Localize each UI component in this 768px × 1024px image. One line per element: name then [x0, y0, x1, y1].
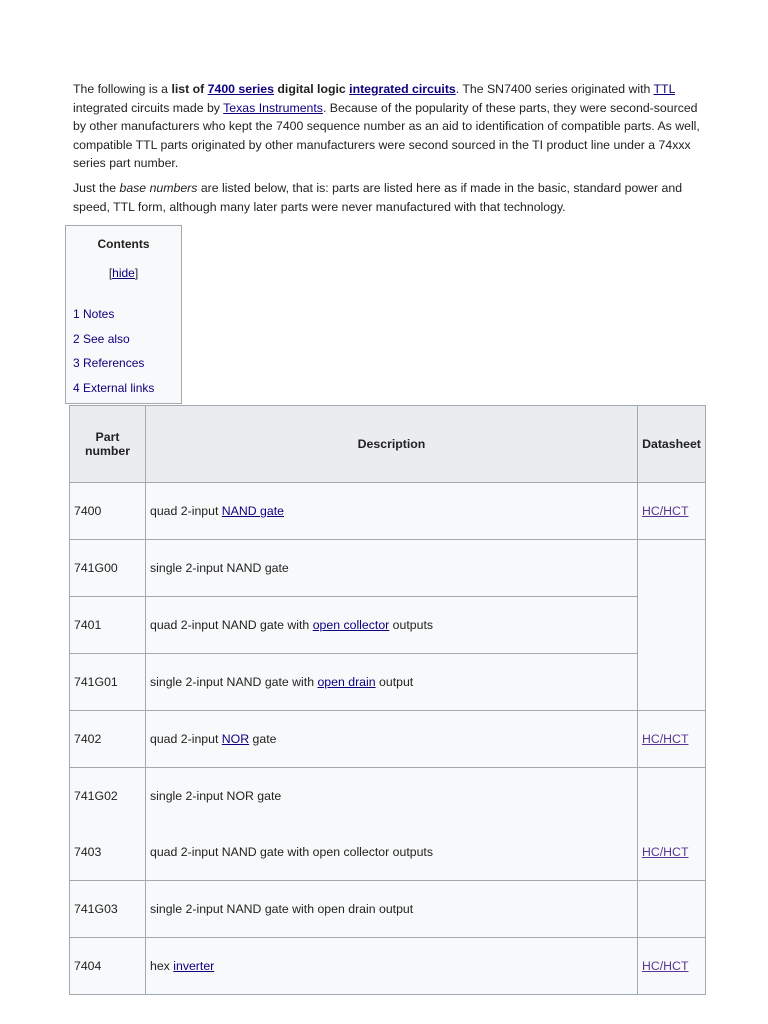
article-body [73, 80, 705, 216]
description-text: quad 2-input [150, 732, 222, 746]
table-row [70, 881, 706, 938]
base-numbers-emphasis: base numbers [119, 180, 198, 195]
toc-title: Contents [97, 237, 150, 251]
toc-link-see-also[interactable]: 2 See also [73, 331, 130, 346]
toc-bracket: [ [108, 266, 113, 280]
description-cell [146, 540, 638, 597]
link-open-drain[interactable]: open drain [317, 675, 376, 689]
toc-item [73, 332, 154, 357]
table-row [70, 654, 706, 711]
table-row [70, 938, 706, 995]
link-ttl[interactable]: TTL [653, 82, 675, 96]
datasheet-link[interactable]: HC/HCT [642, 504, 689, 518]
table-row [70, 540, 706, 597]
description-text: single 2-input NAND gate with [150, 675, 318, 689]
base-numbers-paragraph [73, 179, 705, 216]
datasheet-cell [638, 483, 706, 540]
description-cell [146, 654, 638, 711]
description-cell [146, 711, 638, 768]
part-number-cell: 7403 [70, 824, 146, 881]
intro-text: integrated circuits made by [73, 100, 224, 115]
description-cell [146, 483, 638, 540]
datasheet-cell-empty [638, 540, 706, 711]
datasheet-link[interactable]: HC/HCT [642, 845, 689, 859]
description-text: outputs [389, 618, 434, 632]
parts-table [69, 405, 706, 995]
toc-hide-link[interactable]: hide [112, 266, 135, 280]
part-number-cell: 741G02 [70, 768, 146, 825]
part-number-cell: 7401 [70, 597, 146, 654]
intro-text: . The SN7400 series originated with [455, 82, 654, 96]
description-cell [146, 938, 638, 995]
part-number-cell: 741G00 [70, 540, 146, 597]
toc-link-references[interactable]: 3 References [73, 356, 145, 371]
link-inverter[interactable]: inverter [173, 959, 215, 973]
toc-hide-toggle [66, 266, 181, 280]
link-7400-series[interactable]: 7400 series [207, 82, 274, 96]
toc-item [73, 381, 154, 406]
link-open-collector[interactable]: open collector [312, 618, 390, 632]
toc-list [73, 307, 154, 406]
intro-bold-text: digital logic [274, 82, 350, 96]
toc-item [73, 356, 154, 381]
datasheet-cell [638, 711, 706, 768]
datasheet-cell [638, 824, 706, 881]
description-cell [146, 824, 638, 881]
toc-item [73, 307, 154, 332]
header-label: Part [95, 430, 120, 444]
part-number-cell: 7400 [70, 483, 146, 540]
link-nand-gate[interactable]: NAND gate [221, 504, 284, 518]
intro-bold-text: list of [171, 82, 208, 96]
description-text: single 2-input NAND gate with open drain output [150, 902, 414, 916]
part-number-cell: 741G03 [70, 881, 146, 938]
header-datasheet[interactable]: Datasheet [638, 406, 706, 483]
table-row [70, 483, 706, 540]
intro-text: The following is a [73, 82, 172, 96]
link-texas-instruments[interactable]: Texas Instruments [223, 100, 323, 115]
paragraph-text: are listed below, that is: parts are listed here as if made in the basic, standard power and speed, TTL form, although many later parts were never manufactured with that technology. [73, 180, 683, 214]
header-label: number [84, 444, 131, 458]
header-part-number[interactable] [70, 406, 146, 483]
datasheet-cell-empty [638, 881, 706, 938]
part-number-cell: 7404 [70, 938, 146, 995]
toc-link-external-links[interactable]: 4 External links [73, 381, 155, 396]
part-number-cell: 7402 [70, 711, 146, 768]
description-cell [146, 597, 638, 654]
paragraph-text: Just the [73, 180, 120, 195]
table-row [70, 711, 706, 768]
description-text: single 2-input NAND gate [150, 561, 289, 575]
description-cell [146, 768, 638, 825]
intro-paragraph [73, 80, 705, 173]
datasheet-cell [638, 938, 706, 995]
description-text: output [375, 675, 414, 689]
intro-text: . Because of the popularity of these parts, they were second-sourced by other manufacturers who kept the 7400 sequence number as an aid to identification of compatible parts. As well, compatible TTL parts originated by other manufacturers were second sourced in the TI product line under a 74xxx series part number. [73, 100, 700, 171]
table-of-contents [65, 225, 182, 404]
link-nor[interactable]: NOR [221, 732, 250, 746]
description-cell [146, 881, 638, 938]
table-row [70, 824, 706, 881]
toc-link-notes[interactable]: 1 Notes [73, 307, 115, 321]
table-row [70, 597, 706, 654]
table-row [70, 768, 706, 825]
description-text: quad 2-input NAND gate with [150, 618, 313, 632]
toc-bracket: ] [134, 266, 139, 280]
description-text: quad 2-input [150, 504, 222, 518]
link-integrated-circuits[interactable]: integrated circuits [349, 82, 456, 96]
description-text: gate [249, 732, 277, 746]
datasheet-link[interactable]: HC/HCT [642, 732, 689, 746]
description-text: single 2-input NOR gate [150, 789, 282, 803]
datasheet-cell-empty [638, 768, 706, 825]
description-text: hex [150, 959, 174, 973]
part-number-cell: 741G01 [70, 654, 146, 711]
description-text: quad 2-input NAND gate with open collector outputs [150, 845, 433, 859]
header-description[interactable]: Description [146, 406, 638, 483]
datasheet-link[interactable]: HC/HCT [642, 959, 689, 973]
table-header-row [70, 406, 706, 483]
